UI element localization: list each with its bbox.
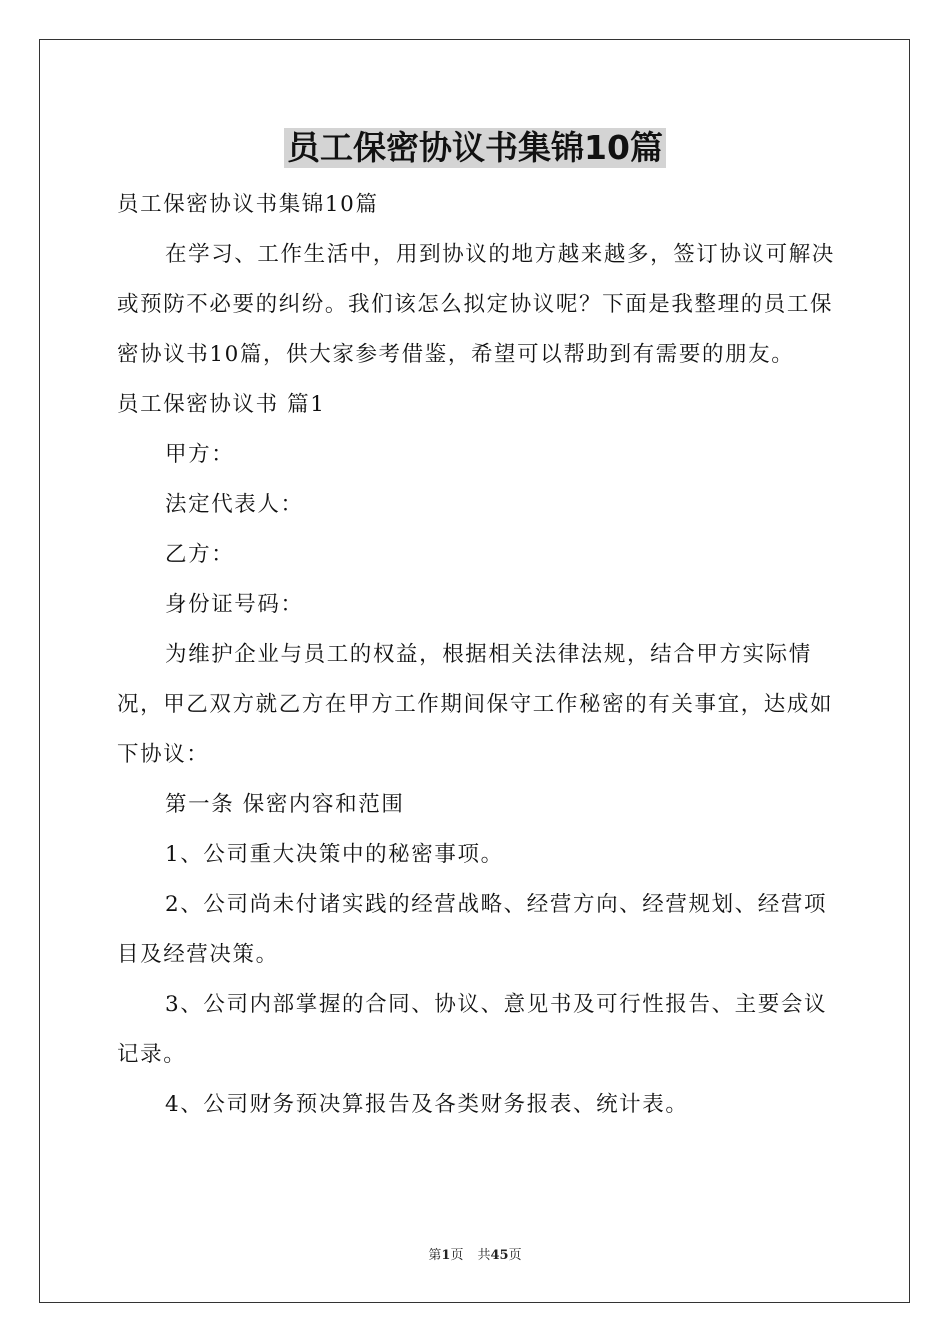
paragraph: 甲方： (165, 442, 235, 467)
page-total: 45 (490, 1248, 509, 1263)
paragraph: 第一条 保密内容和范围 (165, 792, 405, 817)
title-container (0, 128, 950, 168)
paragraph: 2、公司尚未付诸实践的经营战略、经营方向、经营规划、经营项目及经营决策。 (117, 892, 828, 967)
paragraph: 乙方： (165, 542, 235, 567)
page-prefix: 第 (428, 1248, 442, 1263)
paragraph: 身份证号码： (165, 592, 304, 617)
document-body (117, 180, 837, 1130)
total-prefix: 共 (477, 1248, 491, 1263)
paragraph: 4、公司财务预决算报告及各类财务报表、统计表。 (165, 1092, 689, 1117)
paragraph: 法定代表人： (165, 492, 304, 517)
paragraph: 3、公司内部掌握的合同、协议、意见书及可行性报告、主要会议记录。 (117, 992, 828, 1067)
paragraph: 在学习、工作生活中，用到协议的地方越来越多，签订协议可解决或预防不必要的纠纷。我们该怎么拟定协议呢？下面是我整理的员工保密协议书10篇，供大家参考借鉴，希望可以帮助到有需要的朋友。 (117, 242, 835, 367)
page-suffix: 页 (450, 1248, 464, 1263)
document-subtitle: 员工保密协议书集锦10篇 (117, 192, 379, 217)
paragraph: 为维护企业与员工的权益，根据相关法律法规，结合甲方实际情况，甲乙双方就乙方在甲方工作期间保守工作秘密的有关事宜，达成如下协议： (117, 642, 834, 767)
paragraph: 1、公司重大决策中的秘密事项。 (165, 842, 504, 867)
paragraph: 员工保密协议书 篇1 (117, 392, 326, 417)
page-footer (0, 1246, 950, 1266)
document-title: 员工保密协议书集锦10篇 (284, 128, 666, 168)
total-suffix: 页 (508, 1248, 522, 1263)
page-current: 1 (441, 1248, 451, 1263)
